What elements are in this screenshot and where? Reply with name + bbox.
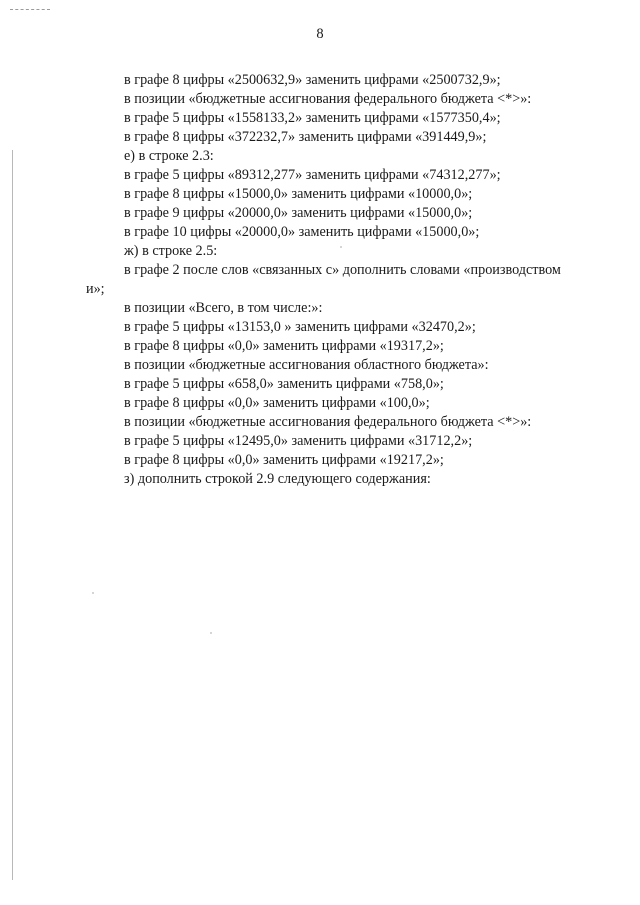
text-line: в графе 9 цифры «20000,0» заменить цифрами «15000,0»; — [124, 205, 473, 221]
scan-speck — [340, 246, 342, 248]
page-number: 8 — [316, 26, 324, 42]
text-line: в графе 8 цифры «2500632,9» заменить цифрами «2500732,9»; — [124, 72, 501, 88]
text-line: в позиции «бюджетные ассигнования федерального бюджета <*>»: — [124, 414, 532, 430]
scan-speck — [210, 632, 212, 634]
text-line: в позиции «бюджетные ассигнования федерального бюджета <*>»: — [124, 91, 532, 107]
text-line: в графе 8 цифры «0,0» заменить цифрами «100,0»; — [124, 395, 430, 411]
text-line: в графе 5 цифры «12495,0» заменить цифрами «31712,2»; — [124, 433, 473, 449]
text-line: в позиции «Всего, в том числе:»: — [124, 300, 323, 316]
scan-border-line — [12, 150, 13, 880]
text-line: в графе 8 цифры «15000,0» заменить цифрами «10000,0»; — [124, 186, 473, 202]
text-line: в графе 5 цифры «1558133,2» заменить цифрами «1577350,4»; — [124, 110, 501, 126]
scan-speck — [92, 592, 94, 594]
text-line: з) дополнить строкой 2.9 следующего содержания: — [124, 471, 431, 487]
text-line: в позиции «бюджетные ассигнования областного бюджета»: — [124, 357, 489, 373]
text-line: в графе 5 цифры «658,0» заменить цифрами «758,0»; — [124, 376, 444, 392]
text-line: е) в строке 2.3: — [124, 148, 214, 164]
text-line: и»; — [86, 281, 105, 297]
text-line: ж) в строке 2.5: — [124, 243, 218, 259]
text-line: в графе 8 цифры «0,0» заменить цифрами «19217,2»; — [124, 452, 444, 468]
text-line: в графе 5 цифры «89312,277» заменить цифрами «74312,277»; — [124, 167, 501, 183]
text-line: в графе 10 цифры «20000,0» заменить цифрами «15000,0»; — [124, 224, 480, 240]
text-line: в графе 5 цифры «13153,0 » заменить цифрами «32470,2»; — [124, 319, 476, 335]
text-line: в графе 8 цифры «0,0» заменить цифрами «19317,2»; — [124, 338, 444, 354]
text-line: в графе 2 после слов «связанных с» дополнить словами «производством — [124, 262, 561, 278]
text-line: в графе 8 цифры «372232,7» заменить цифрами «391449,9»; — [124, 129, 487, 145]
scan-border-mark — [10, 9, 50, 10]
